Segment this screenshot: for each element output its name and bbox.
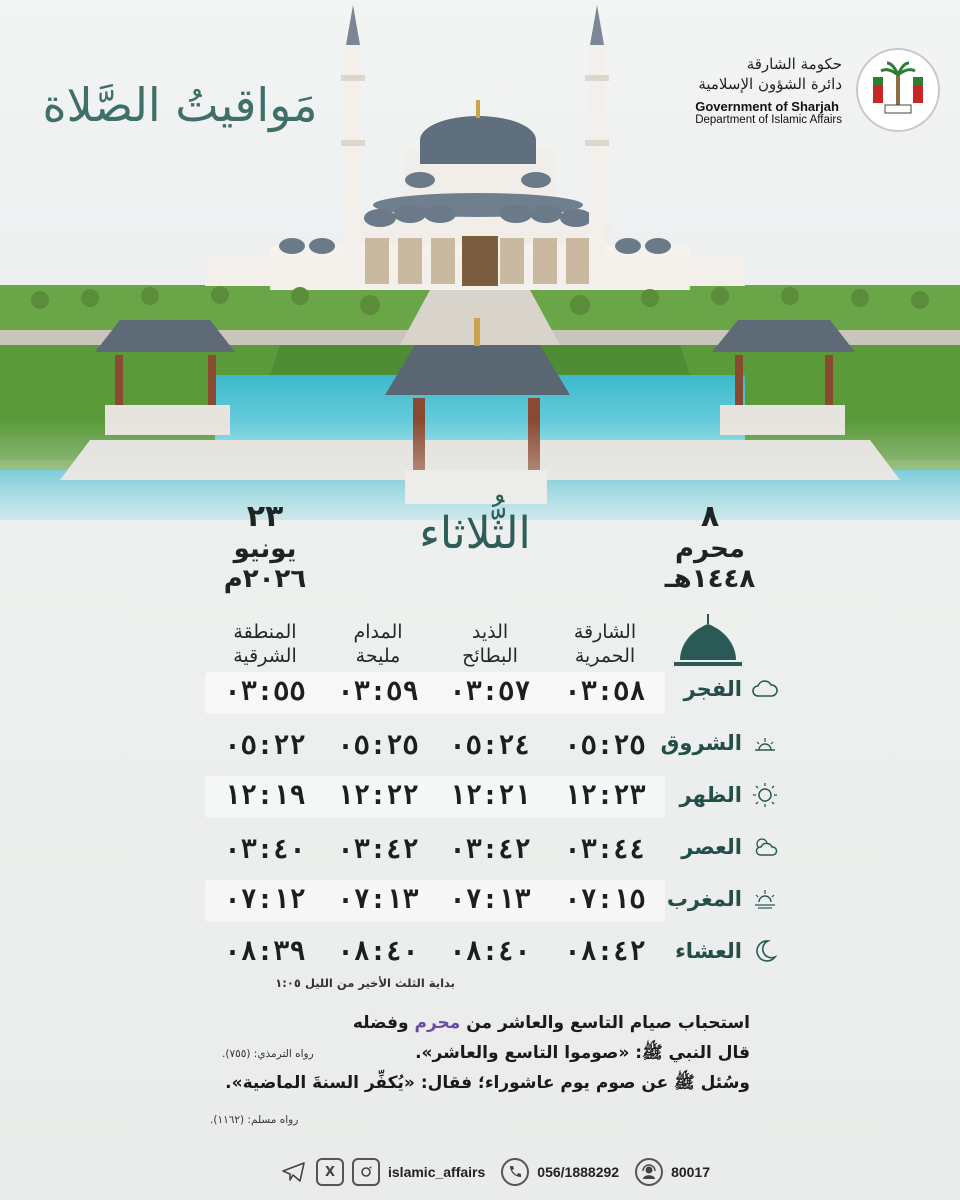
prayer-label-isha xyxy=(660,936,780,966)
day-name: الثُّلاثاء xyxy=(419,508,531,559)
region-header-eastern xyxy=(205,620,325,668)
region-header-madam xyxy=(318,620,438,668)
hadith-line-1 xyxy=(200,1008,750,1038)
time-cell: ٠٣:٤٢ xyxy=(449,834,531,865)
sharjah-emblem-icon xyxy=(856,48,940,132)
moon-icon xyxy=(750,936,780,966)
time-cell: ٠٧:١٣ xyxy=(337,884,419,915)
time-cell: ٠٨:٤٠ xyxy=(337,936,419,967)
time-cell: ١٢:٢١ xyxy=(449,780,531,811)
phone-number[interactable]: 056/1888292 xyxy=(537,1164,620,1180)
region-line-2: مليحة xyxy=(355,645,401,667)
hadith-reference-muslim: رواه مسلم: (١١٦٢). xyxy=(210,1114,299,1126)
hadith-line-2: قال النبي ﷺ: «صوموا التاسع والعاشر». xyxy=(415,1043,750,1063)
toll-free-number[interactable]: 80017 xyxy=(671,1164,710,1180)
region-line-1: المدام xyxy=(353,621,403,643)
time-cell: ٠٣:٥٩ xyxy=(337,676,419,707)
hadith-line-1-suffix: وفضله xyxy=(352,1013,409,1033)
prayer-name: الشروق xyxy=(660,731,742,755)
region-line-2: الحمرية xyxy=(574,645,636,667)
org-name xyxy=(695,55,842,126)
time-cell: ٠٨:٤٠ xyxy=(449,936,531,967)
prayer-label-asr xyxy=(660,832,780,862)
gregorian-month: يونيو xyxy=(233,534,297,564)
time-cell: ٠٥:٢٢ xyxy=(224,730,306,761)
org-name-ar-2: دائرة الشؤون الإسلامية xyxy=(698,74,842,93)
prayer-name: العشاء xyxy=(675,939,742,963)
time-cell: ٠٧:١٣ xyxy=(449,884,531,915)
time-cell: ٠٥:٢٥ xyxy=(564,730,646,761)
region-header-dhaid xyxy=(430,620,550,668)
telegram-icon[interactable] xyxy=(280,1158,308,1186)
hijri-month: محرم xyxy=(674,534,746,564)
org-name-ar-1: حكومة الشارقة xyxy=(746,54,842,73)
gregorian-year: ٢٠٢٦م xyxy=(223,564,307,594)
org-logo-block xyxy=(695,48,940,132)
x-twitter-icon[interactable]: X xyxy=(316,1158,344,1186)
region-line-1: الذيد xyxy=(471,621,509,643)
sun-icon xyxy=(750,780,780,810)
hadith-line-3: وسُئل ﷺ عن صوم يوم عاشوراء؛ فقال: «يُكفِّر السنةَ الماضية». xyxy=(225,1073,750,1093)
time-cell: ٠٥:٢٤ xyxy=(449,730,531,761)
time-cell: ٠٣:٤٤ xyxy=(564,834,646,865)
hijri-year: ١٤٤٨هـ xyxy=(664,564,756,594)
sunset-icon xyxy=(750,884,780,914)
hijri-day: ٨ xyxy=(700,499,720,534)
org-name-en-2: Department of Islamic Affairs xyxy=(695,113,842,126)
prayer-label-fajr xyxy=(660,674,780,704)
cloud-icon xyxy=(750,674,780,704)
hadith-reference-tirmidhi: رواه الترمذي: (٧٥٥). xyxy=(222,1048,314,1060)
prayer-name: العصر xyxy=(681,835,742,859)
region-line-2: الشرقية xyxy=(233,645,297,667)
prayer-name: الظهر xyxy=(679,783,742,807)
prayer-name: المغرب xyxy=(666,887,742,911)
time-cell: ٠٣:٤٢ xyxy=(337,834,419,865)
time-cell: ٠٣:٤٠ xyxy=(224,834,306,865)
last-third-night-note: بداية الثلث الأخير من الليل ١:٠٥ xyxy=(275,976,455,990)
time-cell: ١٢:٢٣ xyxy=(564,780,646,811)
social-handle[interactable]: islamic_affairs xyxy=(388,1164,486,1180)
contact-footer xyxy=(280,1152,718,1192)
instagram-icon[interactable] xyxy=(352,1158,380,1186)
time-cell: ١٢:٢٢ xyxy=(337,780,419,811)
sunrise-icon xyxy=(750,728,780,758)
region-header-sharjah xyxy=(545,620,665,668)
time-cell: ٠٨:٣٩ xyxy=(224,936,306,967)
time-cell: ١٢:١٩ xyxy=(224,780,306,811)
time-cell: ٠٣:٥٨ xyxy=(564,676,646,707)
time-cell: ٠٣:٥٧ xyxy=(449,676,531,707)
region-line-2: البطائح xyxy=(462,645,518,667)
hadith-line-1-prefix: استحباب صيام التاسع والعاشر من xyxy=(466,1013,750,1033)
sun-cloud-icon xyxy=(750,832,780,862)
prayer-label-dhuhr xyxy=(660,780,780,810)
time-cell: ٠٧:١٥ xyxy=(564,884,646,915)
time-cell: ٠٥:٢٥ xyxy=(337,730,419,761)
hijri-date xyxy=(650,500,770,594)
time-cell: ٠٧:١٢ xyxy=(224,884,306,915)
time-cell: ٠٨:٤٢ xyxy=(564,936,646,967)
hadith-line-1-accent: محرم xyxy=(414,1013,461,1033)
phone-icon[interactable] xyxy=(501,1158,529,1186)
prayer-name: الفجر xyxy=(683,677,742,701)
time-cell: ٠٣:٥٥ xyxy=(224,676,306,707)
region-line-1: المنطقة xyxy=(233,621,297,643)
prayer-label-shuruq xyxy=(660,728,780,758)
org-name-en-1: Government of Sharjah xyxy=(695,98,839,114)
page-title: مَواقيتُ الصَّلاة xyxy=(42,78,318,132)
region-line-1: الشارقة xyxy=(573,621,637,643)
call-center-icon[interactable] xyxy=(635,1158,663,1186)
prayer-label-maghrib xyxy=(660,884,780,914)
gregorian-date xyxy=(215,500,315,594)
gregorian-day: ٢٣ xyxy=(246,499,284,534)
mosque-dome-icon xyxy=(672,612,744,672)
